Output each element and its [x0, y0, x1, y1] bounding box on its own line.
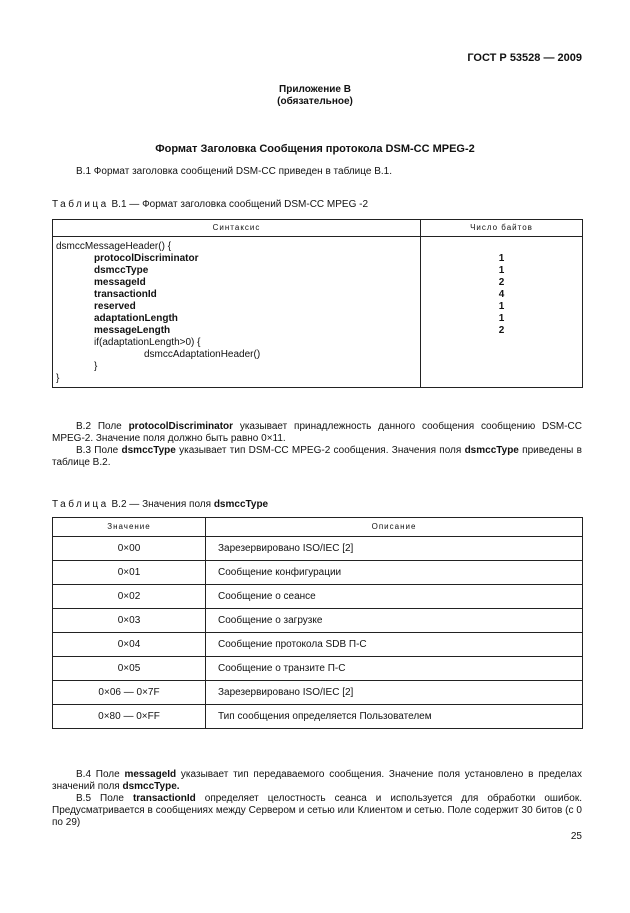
- type-value: 0×00: [53, 537, 206, 561]
- type-description: Зарезервировано ISO/IEC [2]: [206, 537, 583, 561]
- table1-caption-prefix: Таблица: [52, 199, 109, 210]
- code-field: protocolDiscriminator: [94, 253, 199, 264]
- type-description: Сообщение протокола SDB П-С: [206, 633, 583, 657]
- header-format-table: [52, 219, 583, 388]
- paragraph-b3: [52, 445, 582, 469]
- b2-term: protocolDiscriminator: [128, 421, 234, 432]
- paragraph-b1: В.1 Формат заголовка сообщений DSM-CC приведен в таблице В.1.: [76, 166, 393, 177]
- table1-caption: [52, 199, 368, 211]
- type-value: 0×04: [53, 633, 206, 657]
- syntax-code-block: [53, 237, 421, 388]
- type-description: Сообщение о сеансе: [206, 585, 583, 609]
- code-open-line: dsmccMessageHeader() {: [56, 241, 172, 252]
- code-inner-close: }: [94, 361, 98, 372]
- table1-col-bytes: Число байтов: [421, 220, 583, 237]
- paragraph-b4: [52, 769, 582, 793]
- byte-count: 2: [498, 325, 505, 336]
- appendix-status: (обязательное): [277, 96, 353, 107]
- type-description: Тип сообщения определяется Пользователем: [206, 705, 583, 729]
- type-description: Сообщение о транзите П-С: [206, 657, 583, 681]
- type-description: Сообщение конфигурации: [206, 561, 583, 585]
- table1-caption-text: В.1 — Формат заголовка сообщений DSM-CC MPEG -2: [108, 199, 369, 210]
- byte-count: 1: [498, 313, 505, 324]
- document-standard-number: ГОСТ Р 53528 — 2009: [467, 52, 582, 64]
- b3-term: dsmccType: [121, 445, 176, 456]
- b5-term: transactionId: [132, 793, 196, 804]
- table2-col-value: Значение: [53, 518, 206, 537]
- table-row: [53, 585, 583, 609]
- b5-pre: В.5 Поле: [76, 793, 133, 804]
- byte-count: 2: [498, 277, 505, 288]
- byte-count: 1: [498, 253, 505, 264]
- type-value: 0×02: [53, 585, 206, 609]
- type-value: 0×06 — 0×7F: [53, 681, 206, 705]
- type-description: Сообщение о загрузке: [206, 609, 583, 633]
- b3-post: приведены в таблице В.2.: [52, 445, 582, 468]
- page-number: 25: [570, 831, 582, 842]
- section-title: Формат Заголовка Сообщения протокола DSM-CC MPEG-2: [155, 143, 475, 155]
- table-row: [53, 561, 583, 585]
- table2-header-row: [53, 518, 583, 537]
- type-value: 0×03: [53, 609, 206, 633]
- b3-pre: В.3 Поле: [76, 445, 122, 456]
- table-row: [53, 537, 583, 561]
- paragraph-b5: [52, 793, 582, 829]
- code-if-line: if(adaptationLength>0) {: [94, 337, 201, 348]
- appendix-title: Приложение В: [279, 84, 351, 95]
- table-row: [53, 705, 583, 729]
- code-field: adaptationLength: [94, 313, 178, 324]
- b3-mid: указывает тип DSM-CC MPEG-2 сообщения. Значения поля: [175, 445, 465, 456]
- code-field: transactionId: [94, 289, 157, 300]
- type-value: 0×01: [53, 561, 206, 585]
- table2-caption-term: dsmccType: [213, 499, 269, 510]
- code-outer-close: }: [56, 373, 60, 384]
- type-value: 0×05: [53, 657, 206, 681]
- byte-count: 4: [498, 289, 505, 300]
- table-row: [53, 657, 583, 681]
- table-row: [53, 633, 583, 657]
- bytes-column: [421, 237, 583, 388]
- b4-term2: dsmccType.: [122, 781, 180, 792]
- table2-caption: [52, 499, 268, 511]
- table1-body-row: [53, 237, 583, 388]
- paragraph-b2: [52, 421, 582, 445]
- byte-count: 1: [498, 301, 505, 312]
- table-row: [53, 609, 583, 633]
- dsmcc-type-table: [52, 517, 583, 729]
- table1-header-row: [53, 220, 583, 237]
- byte-count: 1: [498, 265, 505, 276]
- table2-caption-text: В.2 — Значения поля: [108, 499, 214, 510]
- bytes-blank: [421, 241, 582, 253]
- table1-col-syntax: Синтаксис: [53, 220, 421, 237]
- b4-mid: указывает тип передаваемого сообщения. Значение поля установлено в пределах значений поля: [52, 769, 582, 792]
- b4-term: messageId: [124, 769, 177, 780]
- code-field: reserved: [94, 301, 136, 312]
- code-adaptation-call: dsmccAdaptationHeader(): [144, 349, 261, 360]
- table-row: [53, 681, 583, 705]
- code-field: messageId: [94, 277, 146, 288]
- table2-caption-prefix: Таблица: [52, 499, 109, 510]
- b5-post: определяет целостность сеанса и используется для обработки ошибок. Предусматривается в сообщениях между Сервером и сетью или Клиентом и сетью. Поле содержит 30 битов (с 0 по 29): [52, 793, 582, 828]
- type-description: Зарезервировано ISO/IEC [2]: [206, 681, 583, 705]
- type-value: 0×80 — 0×FF: [53, 705, 206, 729]
- table2-col-desc: Описание: [206, 518, 583, 537]
- code-field: messageLength: [94, 325, 171, 336]
- code-field: dsmccType: [94, 265, 149, 276]
- b3-term2: dsmccType: [464, 445, 519, 456]
- b2-post: указывает принадлежность данного сообщения сообщению DSM-CC MPEG-2. Значение поля должно быть равно 0×11.: [52, 421, 582, 444]
- b4-pre: В.4 Поле: [76, 769, 125, 780]
- b2-pre: В.2 Поле: [76, 421, 129, 432]
